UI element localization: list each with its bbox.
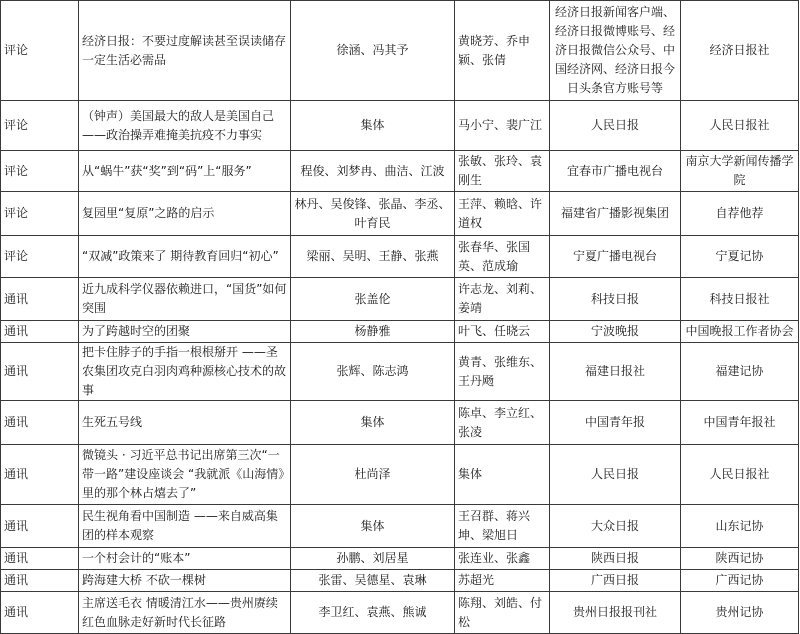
title-cell: （钟声）美国最大的敌人是美国自己——政治操弄难掩美抗疫不力事实	[79, 101, 291, 151]
recommender-cell: 中国青年报社	[681, 401, 799, 445]
title-cell: 生死五号线	[79, 401, 291, 445]
author-cell: 集体	[291, 101, 455, 151]
editor-cell: 张连业、张鑫	[455, 548, 550, 570]
title-cell: 近九成科学仪器依赖进口，“国货”如何突围	[79, 278, 291, 321]
table-row	[1, 321, 799, 343]
editor-cell: 黄青、张维东、王丹飏	[455, 343, 550, 401]
editor-cell: 许志龙、刘莉、姜靖	[455, 278, 550, 321]
category-cell: 评论	[1, 151, 79, 192]
editor-cell: 黄晓芳、乔申颖、张倩	[455, 1, 550, 101]
title-cell: 为了跨越时空的团聚	[79, 321, 291, 343]
category-cell: 通讯	[1, 570, 79, 592]
author-cell: 程俊、刘梦冉、曲洁、江波	[291, 151, 455, 192]
category-cell: 通讯	[1, 445, 79, 505]
recommender-cell: 自荐他荐	[681, 192, 799, 236]
category-cell: 通讯	[1, 401, 79, 445]
author-cell: 李卫红、袁燕、熊诚	[291, 592, 455, 634]
publisher-cell: 人民日报	[550, 445, 681, 505]
recommender-cell: 宁夏记协	[681, 236, 799, 278]
table-row	[1, 592, 799, 634]
author-cell: 集体	[291, 505, 455, 548]
author-cell: 杜尚泽	[291, 445, 455, 505]
table-row	[1, 151, 799, 192]
editor-cell: 王萍、赖晗、许道权	[455, 192, 550, 236]
recommender-cell: 南京大学新闻传播学院	[681, 151, 799, 192]
table-row	[1, 101, 799, 151]
table-row	[1, 278, 799, 321]
category-cell: 通讯	[1, 548, 79, 570]
table-row	[1, 236, 799, 278]
table-row	[1, 505, 799, 548]
table-row	[1, 570, 799, 592]
author-cell: 林丹、吴俊锋、张晶、李丞、叶育民	[291, 192, 455, 236]
title-cell: “双减”政策来了 期待教育回归“初心”	[79, 236, 291, 278]
publisher-cell: 福建省广播影视集团	[550, 192, 681, 236]
table-row	[1, 192, 799, 236]
recommender-cell: 中国晚报工作者协会	[681, 321, 799, 343]
title-cell: 经济日报：不要过度解读甚至误读储存一定生活必需品	[79, 1, 291, 101]
title-cell: 主席送毛衣 情暖清江水——贵州赓续红色血脉走好新时代长征路	[79, 592, 291, 634]
editor-cell: 苏超光	[455, 570, 550, 592]
recommender-cell: 广西记协	[681, 570, 799, 592]
editor-cell: 张春华、张国英、范成瑜	[455, 236, 550, 278]
publisher-cell: 宜春市广播电视台	[550, 151, 681, 192]
table-row	[1, 343, 799, 401]
title-cell: 一个村会计的“账本”	[79, 548, 291, 570]
recommender-cell: 经济日报社	[681, 1, 799, 101]
title-cell: 民生视角看中国制造 ——来自威高集团的样本观察	[79, 505, 291, 548]
publisher-cell: 陕西日报	[550, 548, 681, 570]
category-cell: 评论	[1, 101, 79, 151]
publisher-cell: 广西日报	[550, 570, 681, 592]
author-cell: 孙鹏、刘居星	[291, 548, 455, 570]
category-cell: 评论	[1, 192, 79, 236]
category-cell: 通讯	[1, 592, 79, 634]
title-cell: 跨海建大桥 不砍一棵树	[79, 570, 291, 592]
table-row	[1, 548, 799, 570]
publisher-cell: 经济日报新闻客户端、经济日报微博账号、经济日报微信公众号、中国经济网、经济日报今日头条官方账号等	[550, 1, 681, 101]
category-cell: 评论	[1, 236, 79, 278]
author-cell: 梁丽、吴明、王静、张燕	[291, 236, 455, 278]
table-row	[1, 401, 799, 445]
author-cell: 张辉、陈志鸿	[291, 343, 455, 401]
recommender-cell: 人民日报社	[681, 101, 799, 151]
author-cell: 集体	[291, 401, 455, 445]
publisher-cell: 人民日报	[550, 101, 681, 151]
recommender-cell: 贵州记协	[681, 592, 799, 634]
category-cell: 评论	[1, 1, 79, 101]
publisher-cell: 宁波晚报	[550, 321, 681, 343]
editor-cell: 马小宁、裴广江	[455, 101, 550, 151]
category-cell: 通讯	[1, 343, 79, 401]
publisher-cell: 大众日报	[550, 505, 681, 548]
author-cell: 张盖伦	[291, 278, 455, 321]
title-cell: 从“蜗牛”获“奖”到“码”上“服务”	[79, 151, 291, 192]
editor-cell: 叶飞、任晓云	[455, 321, 550, 343]
editor-cell: 王召群、蒋兴坤、梁旭日	[455, 505, 550, 548]
editor-cell: 集体	[455, 445, 550, 505]
publisher-cell: 科技日报	[550, 278, 681, 321]
recommender-cell: 人民日报社	[681, 445, 799, 505]
recommender-cell: 陕西记协	[681, 548, 799, 570]
category-cell: 通讯	[1, 321, 79, 343]
table-row	[1, 445, 799, 505]
publisher-cell: 贵州日报报刊社	[550, 592, 681, 634]
author-cell: 张雷、吴德星、袁琳	[291, 570, 455, 592]
recommender-cell: 科技日报社	[681, 278, 799, 321]
editor-cell: 张敏、张玲、袁刚生	[455, 151, 550, 192]
title-cell: 复园里“复原”之路的启示	[79, 192, 291, 236]
category-cell: 通讯	[1, 505, 79, 548]
recommender-cell: 山东记协	[681, 505, 799, 548]
table-row	[1, 1, 799, 101]
publisher-cell: 福建日报社	[550, 343, 681, 401]
category-cell: 通讯	[1, 278, 79, 321]
editor-cell: 陈翔、刘皓、付松	[455, 592, 550, 634]
publisher-cell: 中国青年报	[550, 401, 681, 445]
title-cell: 把卡住脖子的手指一根根掰开 ——圣农集团攻克白羽肉鸡种源核心技术的故事	[79, 343, 291, 401]
author-cell: 徐涵、冯其予	[291, 1, 455, 101]
editor-cell: 陈卓、李立红、张凌	[455, 401, 550, 445]
recommender-cell: 福建记协	[681, 343, 799, 401]
publisher-cell: 宁夏广播电视台	[550, 236, 681, 278]
title-cell: 微镜头 · 习近平总书记出席第三次“一带一路”建设座谈会 “我就派《山海情》里的那个林占熺去了”	[79, 445, 291, 505]
author-cell: 杨静雅	[291, 321, 455, 343]
